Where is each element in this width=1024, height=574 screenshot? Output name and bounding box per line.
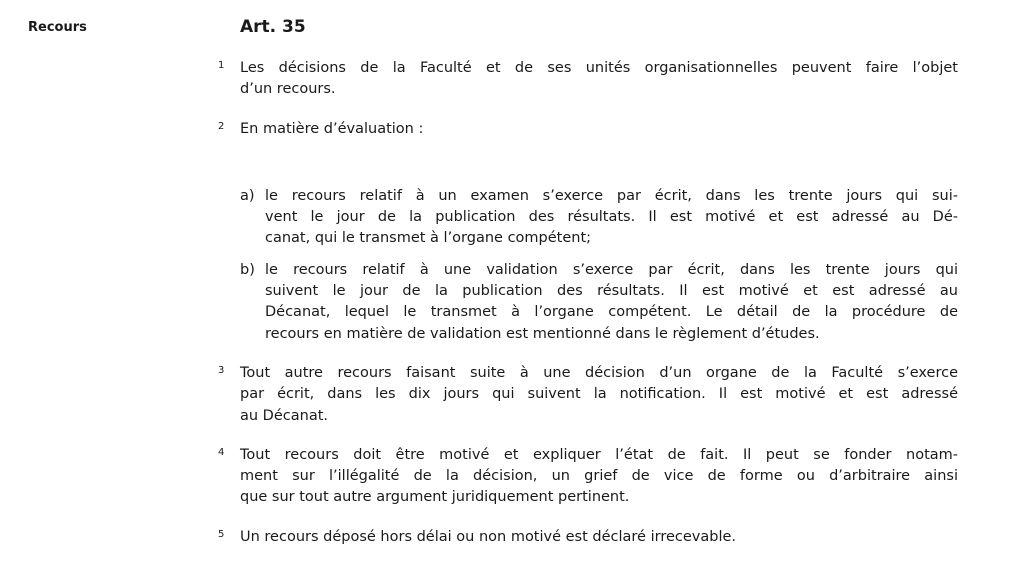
paragraph-marker: 4: [218, 446, 225, 458]
text-line: Les décisions de la Faculté et de ses unités organisationnelles peuvent faire l’objet: [240, 60, 958, 76]
paragraph-text: [265, 260, 958, 345]
text-line: le recours relatif à une validation s’exerce par écrit, dans les trente jours qui: [265, 261, 958, 278]
paragraph-text: [240, 58, 958, 101]
margin-label: Recours: [28, 20, 87, 35]
paragraph-marker: 2: [218, 120, 225, 132]
paragraph-text: [240, 527, 958, 548]
paragraph-marker: a): [240, 187, 255, 204]
text-line: canat, qui le transmet à l’organe compétent;: [265, 230, 592, 247]
text-line: au Décanat.: [240, 407, 328, 424]
text-line: vent le jour de la publication des résultats. Il est motivé et est adressé au Dé-: [265, 209, 958, 226]
paragraph-text: [240, 363, 958, 427]
text-line: suivent le jour de la publication des résultats. Il est motivé et est adressé au: [265, 283, 958, 300]
paragraph-marker: 5: [218, 528, 225, 540]
text-line: le recours relatif à un examen s’exerce par écrit, dans les trente jours qui sui-: [265, 187, 958, 204]
text-line: ment sur l’illégalité de la décision, un grief de vice de forme ou d’arbitraire ainsi: [240, 468, 958, 485]
paragraph-text: [240, 119, 958, 140]
paragraph-text: [240, 445, 958, 509]
paragraphs: [218, 58, 958, 548]
paragraph-b: [240, 260, 958, 345]
paragraph-3: [218, 363, 958, 427]
text-line: Tout recours doit être motivé et expliquer l’état de fait. Il peut se fonder notam-: [240, 446, 958, 463]
text-line: Un recours déposé hors délai ou non motivé est déclaré irrecevable.: [240, 528, 737, 545]
paragraph-1: [218, 58, 958, 101]
article-content: [218, 14, 958, 548]
paragraph-text: [265, 186, 958, 250]
text-line: Tout autre recours faisant suite à une décision d’un organe de la Faculté s’exerce: [240, 364, 958, 381]
paragraph-marker: 1: [218, 60, 225, 71]
paragraph-a: [240, 186, 958, 250]
paragraph-marker: 3: [218, 364, 225, 376]
article-title: Art. 35: [240, 17, 306, 37]
paragraph-marker: b): [240, 261, 255, 278]
text-line: que sur tout autre argument juridiquement pertinent.: [240, 489, 630, 506]
text-line: d’un recours.: [240, 81, 336, 98]
paragraph-2: [218, 119, 958, 140]
text-line: par écrit, dans les dix jours qui suivent la notification. Il est motivé et est adressé: [240, 386, 958, 403]
text-line: En matière d’évaluation :: [240, 120, 424, 137]
text-line: Décanat, lequel le transmet à l’organe compétent. Le détail de la procédure de: [265, 304, 958, 321]
paragraph-5: [218, 527, 958, 548]
paragraph-4: [218, 445, 958, 509]
text-line: recours en matière de validation est mentionné dans le règlement d’études.: [265, 325, 820, 342]
